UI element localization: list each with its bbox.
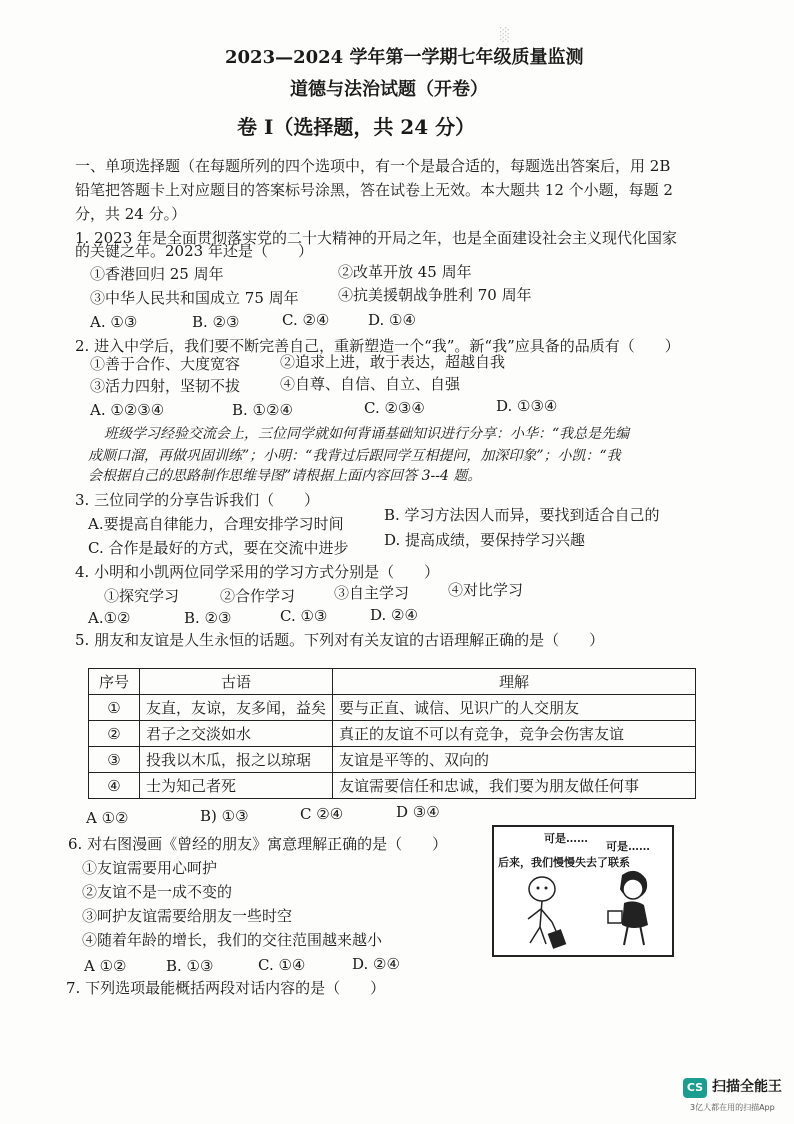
- q1-option: A. ①③: [90, 313, 138, 331]
- q4-option: C. ①③: [280, 607, 328, 625]
- table-cell: ②: [89, 721, 140, 747]
- q2-item: ④自尊、自信、自立、自强: [280, 375, 461, 393]
- table-cell: 投我以木瓜，报之以琼琚: [140, 747, 333, 773]
- q1-stem: 的关键之年。2023 年还是（ ）: [75, 242, 313, 260]
- q6-item: ①友谊需要用心呵护: [82, 859, 218, 877]
- q3-option: B. 学习方法因人而异，要找到适合自己的: [384, 506, 660, 524]
- table-row: [89, 721, 696, 747]
- q1-stem: 1. 2023 年是全面贯彻落实党的二十大精神的开局之年，也是全面建设社会主义现代化国家: [75, 229, 678, 247]
- q5-table: [88, 668, 696, 799]
- bleed-through-text: ░: [500, 28, 510, 43]
- table-header-cell: 古语: [140, 669, 333, 695]
- q3-option: C. 合作是最好的方式，要在交流中进步: [88, 539, 349, 557]
- q2-option: C. ②③④: [364, 399, 425, 417]
- q1-option: C. ②④: [282, 311, 330, 329]
- passage-line: 成顺口溜，再做巩固训练”；小明：“我背过后跟同学互相提问，加深印象”；小凯：“我: [88, 448, 621, 464]
- camscanner-logo: CS: [683, 1078, 707, 1098]
- q4-item: ④对比学习: [448, 581, 524, 599]
- q4-stem: 4. 小明和小凯两位同学采用的学习方式分别是（ ）: [75, 563, 440, 581]
- q2-option: B. ①②④: [232, 401, 293, 419]
- q6-option: B. ①③: [166, 957, 214, 975]
- q5-option: B) ①③: [200, 807, 249, 825]
- instruction-line: 一、单项选择题（在每题所列的四个选项中，有一个是最合适的，每题选出答案后，用 2B: [75, 157, 671, 175]
- instruction-line: 铅笔把答题卡上对应题目的答案标号涂黑，答在试卷上无效。本大题共 12 个小题，每题 2: [75, 181, 673, 199]
- q2-option: A. ①②③④: [90, 401, 165, 419]
- q5-option: C ②④: [300, 805, 344, 823]
- q2-item: ①善于合作、大度宽容: [90, 355, 241, 373]
- cartoon-caption: 后来，我们慢慢失去了联系: [498, 856, 630, 869]
- cartoon-caption: 可是……: [544, 832, 588, 845]
- q4-option: A.①②: [88, 609, 131, 627]
- q6-option: A ①②: [84, 957, 127, 975]
- q5-option: A ①②: [86, 809, 129, 827]
- q1-item: ①香港回归 25 周年: [90, 265, 224, 283]
- instruction-line: 分，共 24 分。）: [75, 205, 187, 223]
- q2-option: D. ①③④: [496, 397, 558, 415]
- q2-item: ③活力四射，坚韧不拔: [90, 377, 241, 395]
- table-cell: 友直，友谅，友多闻，益矣: [140, 695, 333, 721]
- passage-line: 会根据自己的思路制作思维导图”请根据上面内容回答 3--4 题。: [88, 468, 482, 484]
- q1-item: ②改革开放 45 周年: [338, 263, 472, 281]
- table-header-cell: 理解: [333, 669, 696, 695]
- section-heading: 卷 I（选择题，共 24 分）: [237, 115, 476, 139]
- q1-item: ③中华人民共和国成立 75 周年: [90, 289, 299, 307]
- q6-item: ③呵护友谊需要给朋友一些时空: [82, 907, 293, 925]
- cartoon-drawing: [494, 827, 668, 951]
- q4-item: ③自主学习: [334, 584, 410, 602]
- q2-item: ②追求上进，敢于表达，超越自我: [280, 353, 506, 371]
- q3-stem: 3. 三位同学的分享告诉我们（ ）: [75, 491, 320, 509]
- table-row: [89, 695, 696, 721]
- table-cell: 友谊需要信任和忠诚，我们要为朋友做任何事: [333, 773, 696, 799]
- table-row: [89, 773, 696, 799]
- table-cell: 君子之交淡如水: [140, 721, 333, 747]
- q4-item: ①探究学习: [104, 587, 180, 605]
- table-cell: ④: [89, 773, 140, 799]
- q1-option: B. ②③: [192, 313, 240, 331]
- table-cell: ③: [89, 747, 140, 773]
- q4-option: B. ②③: [184, 609, 232, 627]
- cartoon-caption: 可是……: [606, 840, 650, 853]
- table-cell: ①: [89, 695, 140, 721]
- q4-option: D. ②④: [370, 606, 418, 624]
- table-header-cell: 序号: [89, 669, 140, 695]
- table-header-row: [89, 669, 696, 695]
- exam-title: 2023—2024 学年第一学期七年级质量监测: [225, 47, 584, 68]
- q7-stem: 7. 下列选项最能概括两段对话内容的是（ ）: [66, 979, 386, 997]
- table-cell: 士为知己者死: [140, 773, 333, 799]
- q5-stem: 5. 朋友和友谊是人生永恒的话题。下列对有关友谊的古语理解正确的是（ ）: [75, 631, 605, 649]
- exam-subtitle: 道德与法治试题（开卷）: [290, 79, 488, 100]
- q6-item: ②友谊不是一成不变的: [82, 883, 233, 901]
- camscanner-tagline: 3亿人都在用的扫描App: [690, 1103, 775, 1112]
- table-row: [89, 747, 696, 773]
- q6-option: C. ①④: [258, 956, 306, 974]
- table-cell: 友谊是平等的、双向的: [333, 747, 696, 773]
- q2-stem: 2. 进入中学后，我们要不断完善自己，重新塑造一个“我”。新“我”应具备的品质有（ ）: [75, 337, 680, 355]
- q6-item: ④随着年龄的增长，我们的交往范围越来越小: [82, 931, 383, 949]
- table-cell: 真正的友谊不可以有竞争，竞争会伤害友谊: [333, 721, 696, 747]
- camscanner-name: 扫描全能王: [712, 1079, 782, 1095]
- q1-option: D. ①④: [368, 311, 416, 329]
- q1-item: ④抗美援朝战争胜利 70 周年: [338, 286, 532, 304]
- q5-option: D ③④: [396, 803, 440, 821]
- q3-option: A.要提高自律能力，合理安排学习时间: [88, 515, 344, 533]
- q6-stem: 6. 对右图漫画《曾经的朋友》寓意理解正确的是（ ）: [68, 835, 448, 853]
- table-cell: 要与正直、诚信、见识广的人交朋友: [333, 695, 696, 721]
- passage-line: 班级学习经验交流会上，三位同学就如何背诵基础知识进行分享：小华：“我总是先编: [104, 426, 630, 442]
- q4-item: ②合作学习: [220, 587, 296, 605]
- q6-option: D. ②④: [352, 955, 400, 973]
- cartoon-former-friends: [492, 825, 674, 957]
- q3-option: D. 提高成绩，要保持学习兴趣: [384, 531, 586, 549]
